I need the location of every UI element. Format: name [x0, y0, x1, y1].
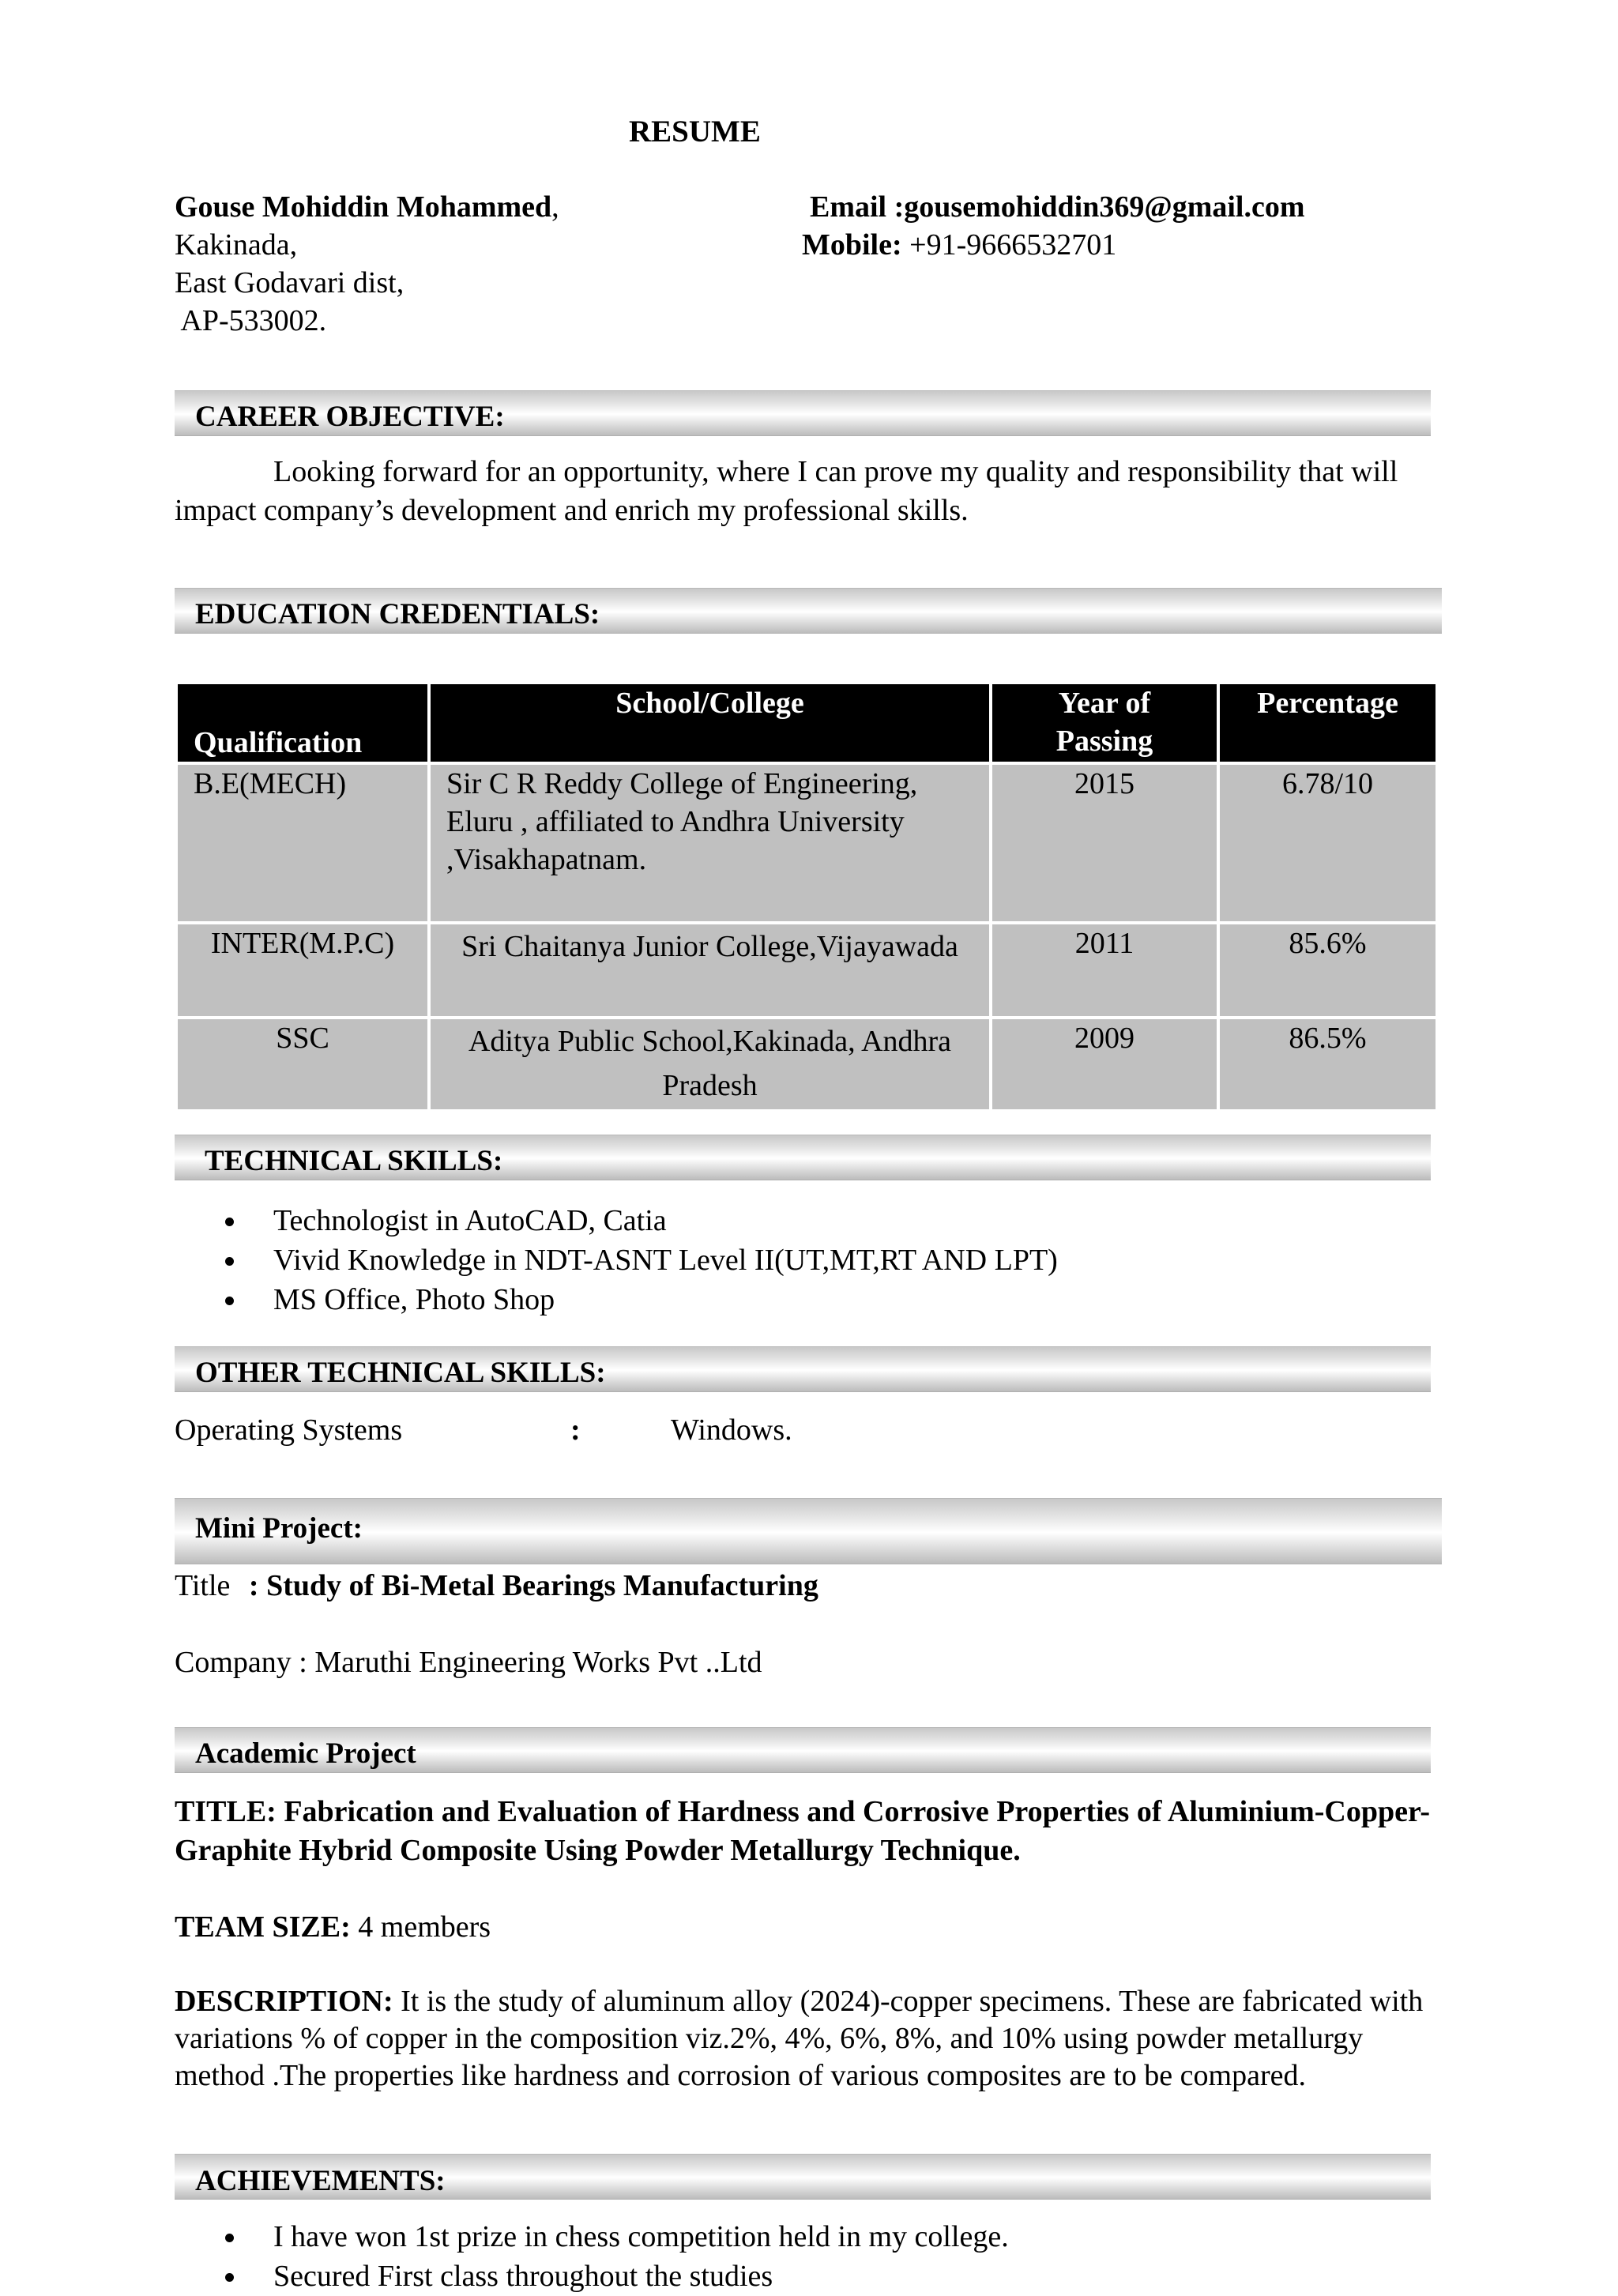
team-size-label: TEAM SIZE:	[175, 1910, 351, 1944]
academic-project-title: TITLE: Fabrication and Evaluation of Hardness and Corrosive Properties of Aluminium-Copper-Graphite Hybrid Composite Using Powder Metallurgy Technique.	[175, 1795, 1431, 1867]
cell-qualification: INTER(M.P.C)	[176, 923, 429, 1018]
cell-school: Sir C R Reddy College of Engineering, Eluru , affiliated to Andhra University ,Visakhapatnam.	[429, 763, 991, 923]
section-title: TECHNICAL SKILLS:	[205, 1145, 503, 1177]
section-header-other-technical-skills	[175, 1346, 1431, 1392]
table-row	[176, 763, 1437, 923]
email-label: Email :	[810, 190, 905, 224]
academic-project-description	[175, 1983, 1439, 2095]
os-label: Operating Systems	[175, 1413, 403, 1447]
mini-project-title	[175, 1567, 818, 1605]
contact-address-block	[175, 188, 559, 340]
section-header-technical-skills	[175, 1135, 1431, 1180]
section-header-academic-project	[175, 1727, 1431, 1773]
career-objective-text: Looking forward for an opportunity, where I can prove my quality and responsibility that will impact company’s development and enrich my professional skills.	[175, 455, 1398, 527]
email-line	[802, 188, 1305, 226]
cell-year: 2011	[991, 923, 1218, 1018]
page-title: RESUME	[629, 115, 761, 149]
list-item: Secured First class throughout the studies	[175, 2256, 1009, 2296]
cell-year: 2009	[991, 1018, 1218, 1111]
mobile-label: Mobile:	[802, 228, 902, 262]
cell-school: Sri Chaitanya Junior College,Vijayawada	[429, 923, 991, 1018]
title-value: : Study of Bi-Metal Bearings Manufacturing	[248, 1569, 818, 1602]
address-line-1: Kakinada,	[175, 228, 298, 262]
column-header-year: Year of Passing	[991, 683, 1218, 763]
cell-qualification: SSC	[176, 1018, 429, 1111]
table-row	[176, 923, 1437, 1018]
team-size	[175, 1908, 491, 1947]
candidate-name: Gouse Mohiddin Mohammed,	[175, 190, 559, 224]
email-link[interactable]: gousemohiddin369@gmail.com	[904, 190, 1305, 224]
achievements-list	[175, 2217, 1009, 2296]
list-item: MS Office, Photo Shop	[175, 1280, 1058, 1319]
section-title: OTHER TECHNICAL SKILLS:	[195, 1357, 606, 1389]
column-header-school: School/College	[429, 683, 991, 763]
section-title: CAREER OBJECTIVE:	[195, 401, 505, 433]
address-line-2: East Godavari dist,	[175, 266, 404, 299]
description-label: DESCRIPTION:	[175, 1985, 393, 2018]
cell-qualification: B.E(MECH)	[176, 763, 429, 923]
list-item: I have won 1st prize in chess competition held in my college.	[175, 2217, 1009, 2256]
section-title: Academic Project	[195, 1737, 416, 1770]
cell-year: 2015	[991, 763, 1218, 923]
section-title: ACHIEVEMENTS:	[195, 2165, 446, 2197]
section-header-mini-project	[175, 1498, 1442, 1564]
section-header-education	[175, 588, 1442, 634]
table-row	[176, 1018, 1437, 1111]
title-label: Title	[175, 1569, 231, 1602]
cell-percentage: 86.5%	[1218, 1018, 1437, 1111]
mobile-number: +91-9666532701	[901, 228, 1117, 262]
education-table	[175, 681, 1439, 1112]
contact-info-block	[802, 188, 1305, 264]
table-header-row	[176, 683, 1437, 763]
column-header-percentage: Percentage	[1218, 683, 1437, 763]
section-title: EDUCATION CREDENTIALS:	[195, 598, 600, 630]
cell-percentage: 6.78/10	[1218, 763, 1437, 923]
section-header-achievements	[175, 2154, 1431, 2200]
mobile-line	[802, 226, 1305, 264]
column-header-qualification: Qualification	[176, 683, 429, 763]
cell-school: Aditya Public School,Kakinada, Andhra Pradesh	[429, 1018, 991, 1111]
description-text: It is the study of aluminum alloy (2024)-copper specimens. These are fabricated with variations % of copper in the composition viz.2%, 4%, 6%, 8%, and 10% using powder metallurgy method .The properties like hardness and corrosion of various composites are to be compared.	[175, 1985, 1424, 2092]
technical-skills-list	[175, 1201, 1058, 1319]
address-line-3: AP-533002.	[175, 304, 327, 337]
team-size-value: 4 members	[350, 1910, 491, 1944]
os-value: Windows.	[671, 1413, 792, 1447]
mini-project-company: Company : Maruthi Engineering Works Pvt ..Ltd	[175, 1646, 762, 1679]
section-header-career-objective	[175, 390, 1431, 436]
section-title: Mini Project:	[195, 1512, 363, 1545]
cell-percentage: 85.6%	[1218, 923, 1437, 1018]
list-item: Vivid Knowledge in NDT-ASNT Level II(UT,MT,RT AND LPT)	[175, 1240, 1058, 1280]
os-separator: :	[570, 1413, 581, 1447]
list-item: Technologist in AutoCAD, Catia	[175, 1201, 1058, 1240]
